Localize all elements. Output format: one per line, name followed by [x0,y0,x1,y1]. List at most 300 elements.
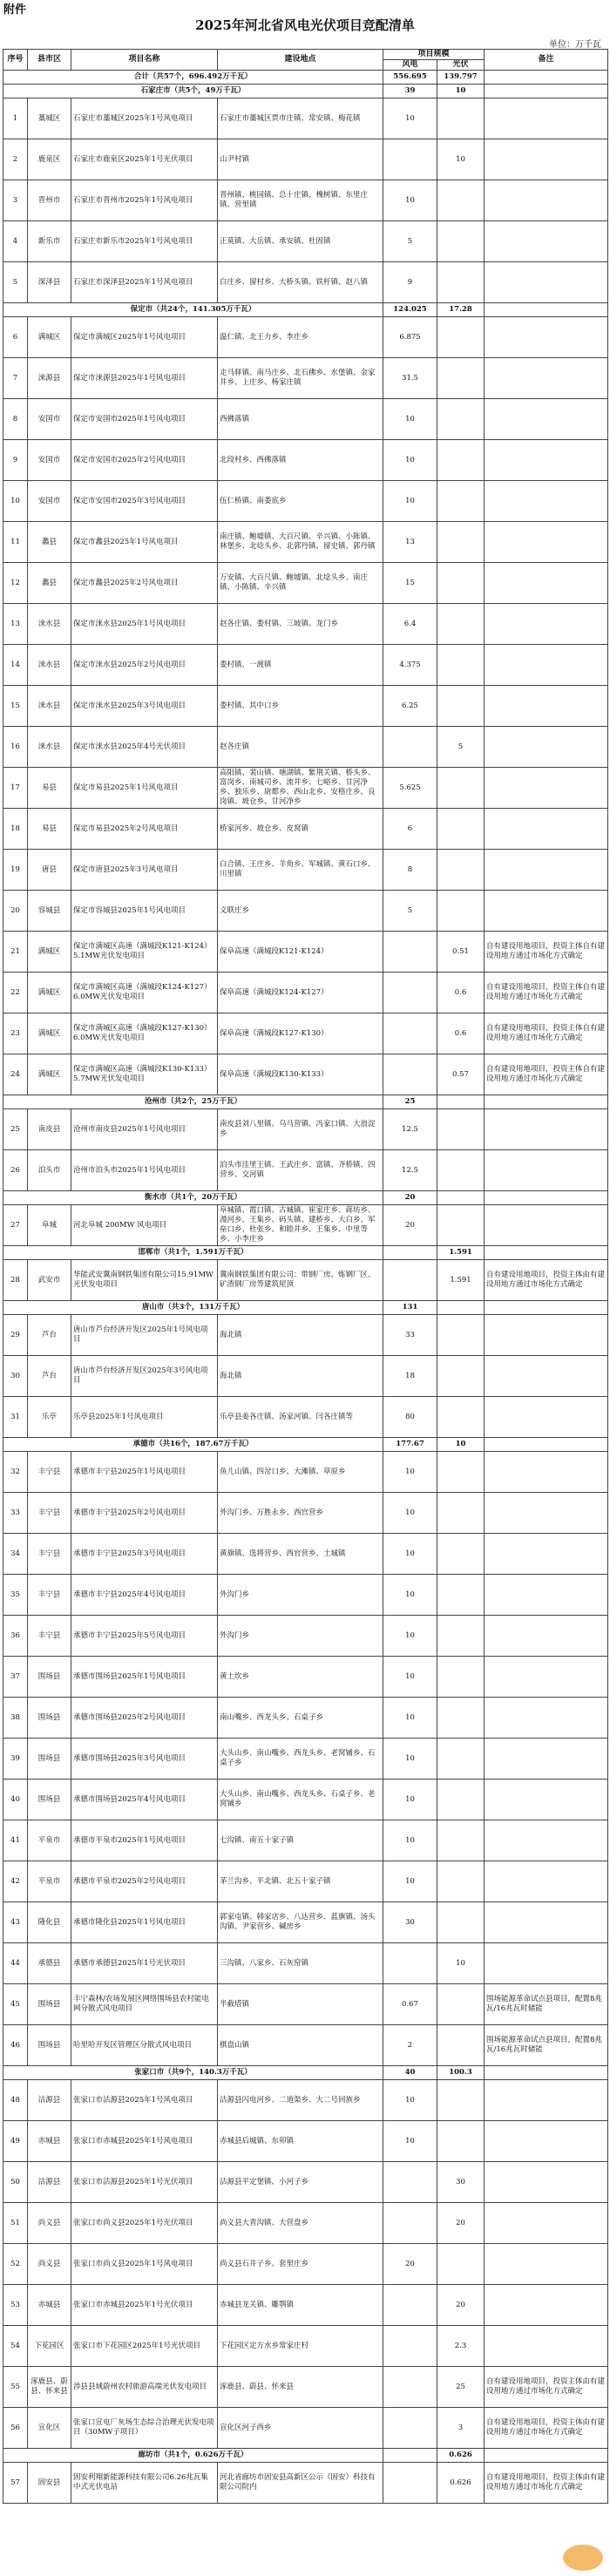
row-location: 大头山乡、南山嘴乡、西龙头乡、老窝铺乡、石桌子乡 [218,1739,383,1779]
row-project-name: 张家口市尚义县2025年1号风电项目 [71,2244,218,2285]
row-seq: 25 [3,1109,28,1150]
row-wind: 10 [383,1698,437,1739]
table-row [3,1698,608,1739]
row-project-name: 保定市安国市2025年1号风电项目 [71,399,218,440]
row-county: 围场县 [28,1657,71,1698]
group-label: 保定市（共24个，141.305万千瓦） [3,303,383,317]
table-row [3,2162,608,2203]
row-seq: 1 [3,98,28,139]
row-pv [437,1397,485,1438]
row-pv [437,1820,485,1861]
row-pv [437,686,485,727]
row-seq: 4 [3,221,28,262]
table-row [3,809,608,850]
row-location: 外沟门乡、万胜永乡、西官营乡 [218,1493,383,1534]
row-remark [485,522,608,563]
row-seq: 48 [3,2080,28,2121]
row-wind: 10 [383,1820,437,1861]
row-wind [383,2408,437,2449]
group-label: 衡水市（共1个，20万千瓦） [3,1191,383,1205]
row-county: 平泉市 [28,1861,71,1902]
row-county: 涞水县 [28,727,71,768]
row-pv [437,98,485,139]
row-county: 围场县 [28,1984,71,2025]
row-county: 赤城县 [28,2121,71,2162]
row-county: 安国市 [28,440,71,481]
table-row [3,604,608,645]
row-remark [485,2162,608,2203]
row-pv [437,1616,485,1657]
row-wind: 10 [383,1616,437,1657]
row-location: 石家庄市藁城区贾市庄镇、常安镇、梅花镇 [218,98,383,139]
table-row [3,1109,608,1150]
row-county: 深泽县 [28,262,71,303]
total-remark [485,71,608,85]
row-pv: 20 [437,2203,485,2244]
row-wind: 30 [383,1902,437,1943]
row-project-name: 保定市安国市2025年3号风电项目 [71,481,218,522]
header-pv: 光伏 [437,60,485,71]
group-header-row [3,2066,608,2080]
row-location: 保阜高速（满城段K124-K127） [218,973,383,1013]
group-remark [485,2449,608,2463]
row-wind: 10 [383,2121,437,2162]
row-location: 棋盘山镇 [218,2025,383,2066]
row-location: 伍仁桥镇、南娄底乡 [218,481,383,522]
attachment-label: 附件 [3,3,27,17]
group-remark [485,303,608,317]
row-project-name: 张家口市沽源县2025年1号光伏项目 [71,2162,218,2203]
group-pv: 17.28 [437,303,485,317]
row-wind: 5 [383,891,437,932]
row-remark: 自有建设用地项目，投资主体自有建设用地方通过市场化方式确定 [485,973,608,1013]
row-project-name: 承德市丰宁县2025年4号风电项目 [71,1575,218,1616]
row-remark [485,2203,608,2244]
row-wind: 4.375 [383,645,437,686]
table-row [3,1575,608,1616]
group-wind [383,2449,437,2463]
row-project-name: 承德市丰宁县2025年2号风电项目 [71,1493,218,1534]
row-seq: 46 [3,2025,28,2066]
group-remark [485,1438,608,1452]
row-pv [437,1779,485,1820]
row-remark: 自有建设用地项目，投资主体由有建设用地方通过市场化方式确定 [485,2408,608,2449]
row-county: 涞水县 [28,686,71,727]
row-project-name: 石家庄市藁城区2025年1号风电项目 [71,98,218,139]
row-wind [383,2162,437,2203]
table-row [3,2025,608,2066]
row-pv [437,1493,485,1534]
row-remark [485,2285,608,2326]
row-location: 郭家屯镇、韩家店乡、八达营乡、蓝旗镇、汤头沟镇、尹家营乡、碱房乡 [218,1902,383,1943]
watermark-logo [563,2545,603,2571]
table-row [3,1534,608,1575]
row-wind [383,2367,437,2408]
table-row [3,139,608,180]
row-project-name: 张家口宣电厂灰场生态综合治理光伏发电项目（30MW子项目） [71,2408,218,2449]
row-project-name: 张家口市下花园区2025年1号光伏项目 [71,2326,218,2367]
row-wind: 33 [383,1315,437,1356]
row-seq: 16 [3,727,28,768]
row-seq: 26 [3,1150,28,1191]
table-row [3,317,608,358]
project-table [3,49,608,2504]
row-pv [437,2244,485,2285]
group-label: 沧州市（共2个，25万千瓦） [3,1095,383,1109]
table-row [3,1616,608,1657]
row-remark [485,1779,608,1820]
row-seq: 45 [3,1984,28,2025]
row-project-name: 保定市蠡县2025年2号风电项目 [71,563,218,604]
row-county: 围场县 [28,2025,71,2066]
row-county: 安国市 [28,399,71,440]
row-county: 蠡县 [28,563,71,604]
row-county: 乐亭 [28,1397,71,1438]
row-seq: 30 [3,1356,28,1397]
row-pv [437,1984,485,2025]
row-county: 围场县 [28,1779,71,1820]
row-project-name: 承德市围场县2025年2号风电项目 [71,1698,218,1739]
row-county: 满城区 [28,932,71,973]
group-header-row [3,2449,608,2463]
group-header-row [3,1191,608,1205]
row-project-name: 承德市围场县2025年1号风电项目 [71,1657,218,1698]
row-county: 新乐市 [28,221,71,262]
row-wind [383,2326,437,2367]
row-project-name: 保定市满城区高速（满城段K130-K133）5.7MW光伏发电项目 [71,1054,218,1095]
row-county: 涞水县 [28,604,71,645]
row-location: 山尹村镇 [218,139,383,180]
row-project-name: 保定市涞水县2025年4号光伏项目 [71,727,218,768]
row-location: 黄土坎乡 [218,1657,383,1698]
table-row [3,1260,608,1301]
row-county: 隆化县 [28,1902,71,1943]
row-project-name: 乐亭县2025年1号风电项目 [71,1397,218,1438]
row-remark [485,1943,608,1984]
row-remark [485,139,608,180]
row-seq: 23 [3,1013,28,1054]
row-wind: 10 [383,1779,437,1820]
total-label: 合计（共57个，696.492万千瓦） [3,71,383,85]
row-remark [485,1315,608,1356]
row-project-name: 承德市围场县2025年3号风电项目 [71,1739,218,1779]
row-pv: 30 [437,2162,485,2203]
table-row [3,932,608,973]
table-row [3,1657,608,1698]
row-county: 鹿泉区 [28,139,71,180]
group-header-row [3,1095,608,1109]
row-seq: 51 [3,2203,28,2244]
row-seq: 42 [3,1861,28,1902]
table-row [3,1943,608,1984]
row-wind: 10 [383,399,437,440]
row-pv [437,1698,485,1739]
row-seq: 10 [3,481,28,522]
row-project-name: 保定市容城县2025年1号风电项目 [71,891,218,932]
unit-note: 单位：万千瓦 [549,40,601,50]
row-location: 桥家河乡、坡仓乡、皮窝镇 [218,809,383,850]
row-wind [383,2285,437,2326]
row-pv [437,262,485,303]
row-seq: 36 [3,1616,28,1657]
row-pv [437,563,485,604]
row-pv: 5 [437,727,485,768]
table-row [3,1820,608,1861]
row-project-name: 保定市涞水县2025年3号风电项目 [71,686,218,727]
row-county: 晋州市 [28,180,71,221]
header-seq: 序号 [3,50,28,71]
row-remark [485,1356,608,1397]
row-seq: 6 [3,317,28,358]
row-project-name: 固安利翔新能源科技有限公司6.26兆瓦集中式光伏电站 [71,2463,218,2504]
table-row [3,2463,608,2504]
row-location: 茅兰沟乡、平北镇、北五十家子镇 [218,1861,383,1902]
row-location: 宣化区河子西乡 [218,2408,383,2449]
row-remark [485,1820,608,1861]
group-label: 张家口市（共9个，140.3万千瓦） [3,2066,383,2080]
row-pv [437,440,485,481]
row-remark [485,1150,608,1191]
table-row [3,1984,608,2025]
row-remark [485,358,608,399]
row-seq: 44 [3,1943,28,1984]
table-row [3,522,608,563]
row-seq: 40 [3,1779,28,1820]
row-pv [437,399,485,440]
group-header-row [3,1246,608,1260]
row-location: 北段村乡、西佛落镇 [218,440,383,481]
table-row [3,727,608,768]
row-wind [383,139,437,180]
row-remark [485,1575,608,1616]
row-location: 赤城县后城镇、东卯镇 [218,2121,383,2162]
row-seq: 15 [3,686,28,727]
table-row [3,180,608,221]
row-location: 高阳镇、裴山镇、塘湖镇、紫荆关镇、桥头乡、富岗乡、南城司乡、流井乡、七峪乡、甘河净乡、独乐乡、尉都乡、西山北乡、安格庄乡、良岗镇、坡仓乡、甘河净乡 [218,768,383,809]
row-county: 赤城县 [28,2285,71,2326]
row-project-name: 保定市满城区高速（满城段K121-K124）5.1MW光伏发电项目 [71,932,218,973]
row-wind: 10 [383,1739,437,1779]
row-wind: 10 [383,180,437,221]
row-remark [485,686,608,727]
row-county: 芦台 [28,1315,71,1356]
table-row [3,1739,608,1779]
row-location: 赵各庄镇 [218,727,383,768]
row-wind: 10 [383,1534,437,1575]
row-location: 温仁镇、北王力乡、李庄乡 [218,317,383,358]
table-row [3,1397,608,1438]
row-location: 黄旗镇、选将营乡、西官营乡、土城镇 [218,1534,383,1575]
row-county: 围场县 [28,1739,71,1779]
row-remark: 自有建设用地项目，投资主体自有建设用地方通过市场化方式确定 [485,932,608,973]
row-remark [485,481,608,522]
row-seq: 34 [3,1534,28,1575]
table-row [3,686,608,727]
row-pv [437,1739,485,1779]
row-project-name: 承德市承德县2025年1号光伏项目 [71,1943,218,1984]
row-location: 西佛落镇 [218,399,383,440]
row-project-name: 张家口市赤城县2025年1号风电项目 [71,2121,218,2162]
row-remark [485,1205,608,1246]
row-wind: 0.67 [383,1984,437,2025]
row-project-name: 沧州市泊头市2025年1号风电项目 [71,1150,218,1191]
row-pv: 3 [437,2408,485,2449]
row-location: 下花园区定方水乡常家庄村 [218,2326,383,2367]
row-wind [383,1054,437,1095]
total-pv: 139.797 [437,71,485,85]
total-wind: 556.695 [383,71,437,85]
row-project-name: 石家庄市深泽县2025年1号风电项目 [71,262,218,303]
row-remark: 自有建设用地项目，投资主体自有建设用地方通过市场化方式确定 [485,1013,608,1054]
row-location: 乐亭县姜各庄镇、汤家河镇、闫各庄镇等 [218,1397,383,1438]
row-remark [485,262,608,303]
row-remark: 围场能源革命试点县项目，配置8兆瓦/16兆瓦时储能 [485,2025,608,2066]
row-remark: 自有建设用地项目，投资主体由有建设用地方通过市场化方式确定 [485,2463,608,2504]
row-wind: 10 [383,481,437,522]
row-location: 三沟镇、八家乡、石灰窑镇 [218,1943,383,1984]
row-seq: 28 [3,1260,28,1301]
row-project-name: 河北阜城 200MW 风电项目 [71,1205,218,1246]
row-project-name: 张家口市沽源县2025年1号风电项目 [71,2080,218,2121]
group-header-row [3,1438,608,1452]
group-label: 廊坊市（共1个，0.626万千瓦） [3,2449,383,2463]
row-county: 沽源县 [28,2080,71,2121]
row-seq: 49 [3,2121,28,2162]
row-seq: 8 [3,399,28,440]
row-project-name: 保定市满城区高速（满城段K127-K130）6.0MW光伏发电项目 [71,1013,218,1054]
table-row [3,2285,608,2326]
group-wind: 40 [383,2066,437,2080]
row-location: 尚义县石井子乡、套里庄乡 [218,2244,383,2285]
row-pv [437,1205,485,1246]
total-row [3,71,608,85]
table-row [3,1493,608,1534]
row-seq: 32 [3,1452,28,1493]
row-pv: 0.6 [437,1013,485,1054]
row-location: 七沟镇、南五十家子镇 [218,1820,383,1861]
row-seq: 56 [3,2408,28,2449]
row-pv [437,1109,485,1150]
group-pv: 1.591 [437,1246,485,1260]
row-location: 海北镇 [218,1315,383,1356]
row-project-name: 保定市易县2025年2号风电项目 [71,809,218,850]
row-county: 丰宁县 [28,1452,71,1493]
row-remark [485,1397,608,1438]
row-location: 保阜高速（满城段K127-K130） [218,1013,383,1054]
row-location: 阜城镇、霞口镇、古城镇、崔家庄乡、蒋坊乡、漫河乡、王集乡、码头镇、建桥乡、大白乡、军垒口乡、杜张乡、和睦井乡、王集乡、中里等乡、小李庄乡 [218,1205,383,1246]
row-location: 白合镇、王庄乡、羊角乡、军城镇、黄石口乡、川里镇 [218,850,383,891]
row-location: 南庄镇、鲍墟镇、大百尺镇、辛兴镇、小陈镇、林堡乡、北埝头乡、北郭丹镇、留史镇、郭丹镇 [218,522,383,563]
row-remark: 自有建设用地项目，投资主体由有建设用地方通过市场化方式确定 [485,1260,608,1301]
row-seq: 53 [3,2285,28,2326]
row-wind: 10 [383,1861,437,1902]
table-row [3,2203,608,2244]
row-remark [485,2244,608,2285]
row-location: 泊头市洼里王镇、王武庄乡、富镇、齐桥镇、四营乡、交河镇 [218,1150,383,1191]
row-pv [437,604,485,645]
row-seq: 31 [3,1397,28,1438]
row-project-name: 石家庄市新乐市2025年1号风电项目 [71,221,218,262]
row-location: 万安镇、大百尺镇、鲍墟镇、北埝头乡、南庄镇、小陈镇、辛兴镇 [218,563,383,604]
table-row [3,358,608,399]
row-pv [437,1861,485,1902]
row-location: 海北镇 [218,1356,383,1397]
row-county: 丰宁县 [28,1616,71,1657]
table-row [3,1356,608,1397]
row-seq: 14 [3,645,28,686]
row-county: 易县 [28,768,71,809]
group-header-row [3,85,608,98]
table-row [3,2326,608,2367]
row-pv [437,645,485,686]
row-county: 武安市 [28,1260,71,1301]
row-wind: 6.4 [383,604,437,645]
row-remark [485,604,608,645]
row-location: 走马驿镇、南马庄乡、北石佛乡、水堡镇、金家井乡、上庄乡、杨家庄镇 [218,358,383,399]
row-remark [485,98,608,139]
group-pv [437,1191,485,1205]
row-remark [485,1739,608,1779]
row-remark [485,2080,608,2121]
row-county: 固安县 [28,2463,71,2504]
table-row [3,221,608,262]
row-seq: 2 [3,139,28,180]
row-project-name: 唐山市芦台经济开发区2025年1号风电项目 [71,1315,218,1356]
row-project-name: 丰宁森林/农场发展区网络围场县农村能电网分散式风电项目 [71,1984,218,2025]
group-label: 承德市（共16个，187.67万千瓦） [3,1438,383,1452]
row-county: 围场县 [28,1698,71,1739]
row-county: 满城区 [28,317,71,358]
row-pv: 20 [437,2285,485,2326]
row-project-name: 保定市安国市2025年2号风电项目 [71,440,218,481]
row-county: 安国市 [28,481,71,522]
row-seq: 35 [3,1575,28,1616]
row-project-name: 唐山市芦台经济开发区2025年3号风电项目 [71,1356,218,1397]
row-remark [485,317,608,358]
row-wind [383,1943,437,1984]
row-project-name: 保定市蠡县2025年1号风电项目 [71,522,218,563]
row-pv [437,1902,485,1943]
table-row [3,399,608,440]
row-project-name: 保定市涞水县2025年1号风电项目 [71,604,218,645]
row-location: 义联庄乡 [218,891,383,932]
row-seq: 43 [3,1902,28,1943]
row-remark [485,645,608,686]
group-header-row [3,303,608,317]
table-row [3,563,608,604]
row-pv: 10 [437,139,485,180]
row-wind: 31.5 [383,358,437,399]
row-seq: 3 [3,180,28,221]
row-county: 下花园区 [28,2326,71,2367]
row-wind: 8 [383,850,437,891]
row-wind: 20 [383,1205,437,1246]
row-location: 外沟门乡 [218,1616,383,1657]
row-remark [485,1452,608,1493]
table-row [3,1861,608,1902]
row-wind: 20 [383,2244,437,2285]
row-wind [383,932,437,973]
row-location: 正莫镇、大岳镇、承安镇、杜固镇 [218,221,383,262]
table-row [3,1452,608,1493]
row-project-name: 承德市平泉市2025年2号风电项目 [71,1861,218,1902]
group-wind: 124.025 [383,303,437,317]
row-county: 涿鹿县、蔚县、怀来县 [28,2367,71,2408]
row-pv [437,809,485,850]
row-location: 赤城县龙关镇、雕鹗镇 [218,2285,383,2326]
row-wind: 10 [383,1657,437,1698]
row-seq: 57 [3,2463,28,2504]
